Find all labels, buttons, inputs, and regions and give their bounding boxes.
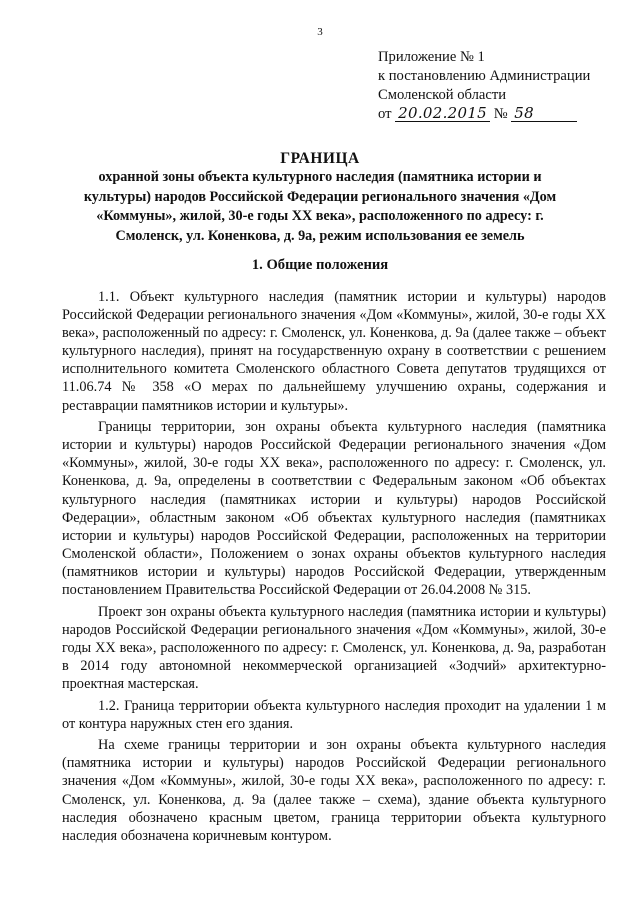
body-text xyxy=(62,288,606,848)
appendix-block xyxy=(378,48,628,124)
paragraph: Проект зон охраны объекта культурного наследия (памятника истории и культуры) народов Российской Федерации регионального значения «Дом «Коммуны», жилой, 30-е годы XX века», расположенного по адресу: г. Смоленск, ул. Коненкова, д. 9а, разработан в 2014 году автономной некоммерческой организацией «Зодчий» архитектурно-проектная мастерская. xyxy=(62,603,606,692)
appendix-date-line xyxy=(378,105,628,124)
document-title: ГРАНИЦА xyxy=(280,150,360,167)
paragraph: 1.1. Объект культурного наследия (памятник истории и культуры) народов Российской Федерации регионального значения «Дом «Коммуны», жилой, 30-е годы XX века», расположенный по адресу: г. Смоленск, ул. Коненкова, д. 9а (далее также – объект культурного наследия), принят на государственную охрану в соответствии с решением исполнительного комитета Смоленского областного Совета депутатов трудящихся от 11.06.74 № 358 «О мерах по дальнейшему улучшению охраны, содержания и реставрации памятников истории и культуры». xyxy=(62,289,606,414)
appendix-region: Смоленской области xyxy=(378,87,507,103)
handwritten-date: 20.02.2015 xyxy=(395,106,490,122)
section-heading: 1. Общие положения xyxy=(251,257,389,273)
page-number: 3 xyxy=(317,26,323,38)
paragraph: Границы территории, зон охраны объекта культурного наследия (памятника истории и культуры) народов Российской Федерации регионального значения «Дом «Коммуны», жилой, 30-е годы XX века», расположенного по адресу: г. Смоленск, ул. Коненкова, д. 9а, определены в соответствии с Федеральным законом «Об объектах культурного наследия (памятниках истории и культуры) народов Российской Федерации», областным законом «Об объектах культурного наследия (памятниках истории и культуры) народов Российской Федерации, расположенных на территории Смоленской области», Положением о зонах охраны объектов культурного наследия (памятников истории и культуры) народов Российской Федерации, утвержденным постановлением Правительства Российской Федерации от 26.04.2008 № 315. xyxy=(62,419,606,598)
appendix-title: Приложение № 1 xyxy=(378,49,485,65)
handwritten-number: 58 xyxy=(511,106,577,122)
appendix-resolution-ref: к постановлению Администрации xyxy=(378,68,591,84)
paragraph: 1.2. Граница территории объекта культурного наследия проходит на удалении 1 м от контура наружных стен его здания. xyxy=(62,697,606,732)
paragraph: На схеме границы территории и зон охраны объекта культурного наследия (памятника истории и культуры) народов Российской Федерации регионального значения «Дом «Коммуны», жилой, 30-е годы XX века», расположенного по адресу: г. Смоленск, ул. Коненкова, д. 9а (далее также – схема), здание объекта культурного наследия обозначено красным цветом, граница территории объекта культурного наследия обозначена коричневым контуром. xyxy=(62,737,606,844)
document-subtitle: охранной зоны объекта культурного наследия (памятника истории и культуры) народов Российской Федерации регионального значения «Дом «Коммуны», жилой, 30-е годы XX века», расположенного по адресу: г. Смоленск, ул. Коненкова, д. 9а, режим использования ее земель xyxy=(83,169,557,244)
number-prefix: № xyxy=(493,106,508,122)
date-prefix: от xyxy=(378,106,392,122)
